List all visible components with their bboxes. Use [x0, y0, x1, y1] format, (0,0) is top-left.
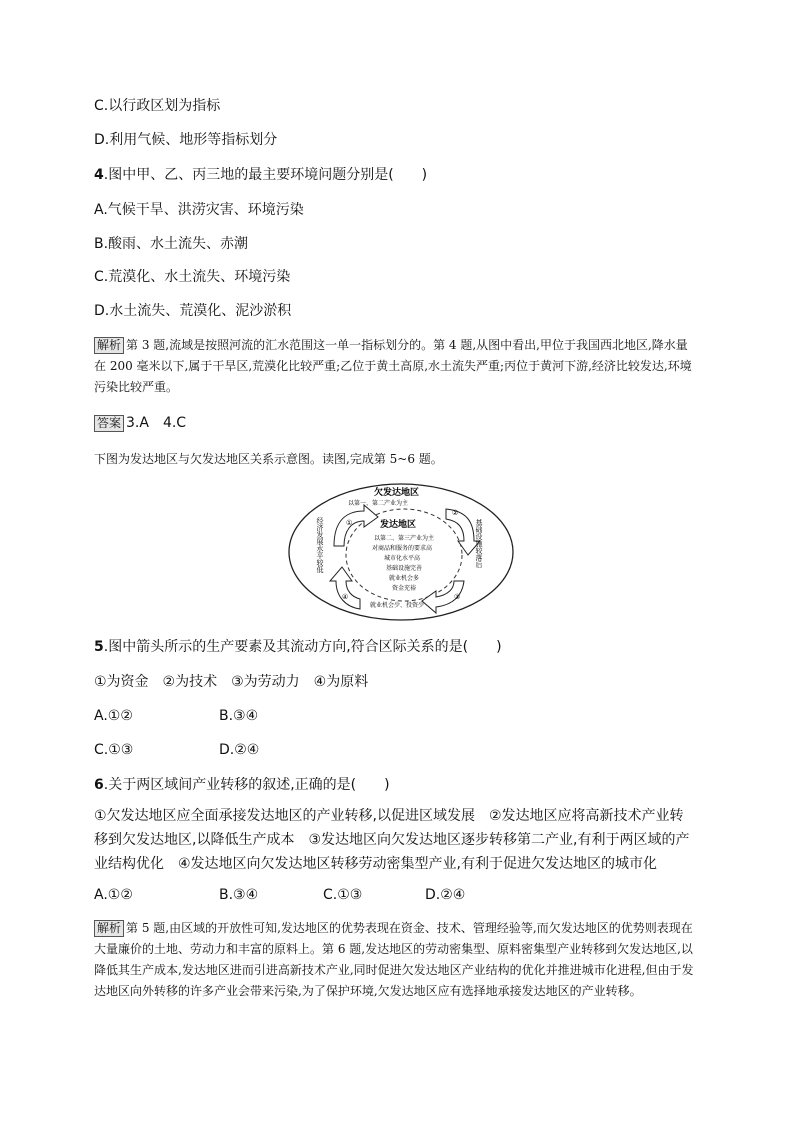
- analysis-block-1: [94, 335, 694, 398]
- q4-option-c: C.荒漠化、水土流失、环境污染: [94, 269, 291, 285]
- q5-number: 5: [94, 639, 104, 655]
- q5-items: ①为资金 ②为技术 ③为劳动力 ④为原料: [94, 674, 369, 690]
- analysis-block-2: [94, 918, 694, 1002]
- q5-stem-text: .图中箭头所示的生产要素及其流动方向,符合区际关系的是( ): [103, 639, 502, 655]
- q6-option-c: C.①③: [323, 887, 363, 903]
- q5-option-c: C.①③: [94, 742, 134, 758]
- inner-line: 以第二、第三产业为主: [374, 535, 435, 542]
- inner-title: 发达地区: [380, 520, 417, 530]
- marker-2: ②: [452, 509, 459, 517]
- arrow-4-icon: [330, 567, 360, 609]
- inner-line: 基础设施完善: [386, 565, 423, 572]
- outer-subtitle: 以第一、第二产业为主: [348, 500, 409, 507]
- marker-4: ④: [342, 593, 349, 601]
- analysis-text: 第 5 题,由区域的开放性可知,发达地区的优势表现在资金、技术、管理经验等,而欠发达地区的优势则表现在大量廉价的土地、劳动力和丰富的原料上。第 6 题,发达地区的劳动密集型、原料密集型产业转移到欠发达地区,以降低其生产成本,发达地区进而引进高新技术产业,同时促进欠发达地区产业结构的优化并推进城市化进程,但由于发达地区向外转移的许多产业会带来污染,为了保护环境,欠发达地区应有选择地承接发达地区的产业转移。: [94, 921, 694, 998]
- q4-stem-text: .图中甲、乙、丙三地的最主要环境问题分别是( ): [103, 167, 428, 183]
- right-vertical-label: 基础设施较落后: [475, 519, 483, 568]
- diagram-intro: 下图为发达地区与欠发达地区关系示意图。读图,完成第 5~6 题。: [94, 452, 443, 466]
- q6-option-a: A.①②: [94, 887, 133, 903]
- bottom-label: 就业机会少、投资少: [370, 602, 425, 609]
- q4-option-b: B.酸雨、水土流失、赤潮: [94, 236, 249, 252]
- q5-option-a: A.①②: [94, 708, 133, 724]
- region-relation-diagram: [286, 481, 516, 623]
- q6-number: 6: [94, 777, 104, 793]
- arrow-1-icon: [334, 505, 378, 546]
- analysis-text: 第 3 题,流域是按照河流的汇水范围这一单一指标划分的。第 4 题,从图中看出,甲位于我国西北地区,降水量在 200 毫米以下,属于干旱区,荒漠化比较严重;乙位于黄土高原,水土流失严重;丙位于黄河下游,经济比较发达,环境污染比较严重。: [94, 338, 692, 394]
- answer-tag: 答案: [94, 415, 124, 432]
- marker-3: ③: [454, 593, 461, 601]
- inner-line: 对商品和服务的要求高: [372, 545, 433, 552]
- answer-block-1: [94, 414, 186, 432]
- q3-option-d: D.利用气候、地形等指标划分: [94, 132, 278, 148]
- analysis-tag: 解析: [94, 920, 124, 937]
- q6-option-d: D.②④: [425, 887, 466, 903]
- q6-stem: [94, 776, 390, 794]
- outer-title: 欠发达地区: [374, 488, 420, 498]
- q4-number: 4: [94, 167, 104, 183]
- q6-items: ①欠发达地区应全面承接发达地区的产业转移,以促进区域发展 ②发达地区应将高新技术产业转移到欠发达地区,以降低生产成本 ③发达地区向欠发达地区逐步转移第二产业,有利于两区域的产业结构优化 ④发达地区向欠发达地区转移劳动密集型产业,有利于促进欠发达地区的城市化: [94, 808, 690, 872]
- q5-option-d: D.②④: [219, 742, 260, 758]
- inner-line: 就业机会多: [389, 575, 420, 582]
- q5-stem: [94, 638, 502, 656]
- inner-line: 城市化水平高: [384, 555, 421, 562]
- answer-text: 3.A 4.C: [126, 415, 187, 431]
- q5-option-b: B.③④: [219, 708, 259, 724]
- q4-option-a: A.气候干旱、洪涝灾害、环境污染: [94, 202, 304, 218]
- q6-option-b: B.③④: [219, 887, 259, 903]
- inner-line: 资金充裕: [392, 585, 417, 592]
- q3-option-c: C.以行政区划为指标: [94, 98, 221, 114]
- left-vertical-label: 经济发展水平较低: [316, 517, 324, 573]
- q6-stem-text: .关于两区域间产业转移的叙述,正确的是( ): [103, 777, 390, 793]
- marker-1: ①: [346, 519, 353, 527]
- analysis-tag: 解析: [94, 337, 124, 354]
- q4-stem: [94, 166, 427, 184]
- q4-option-d: D.水土流失、荒漠化、泥沙淤积: [94, 303, 292, 319]
